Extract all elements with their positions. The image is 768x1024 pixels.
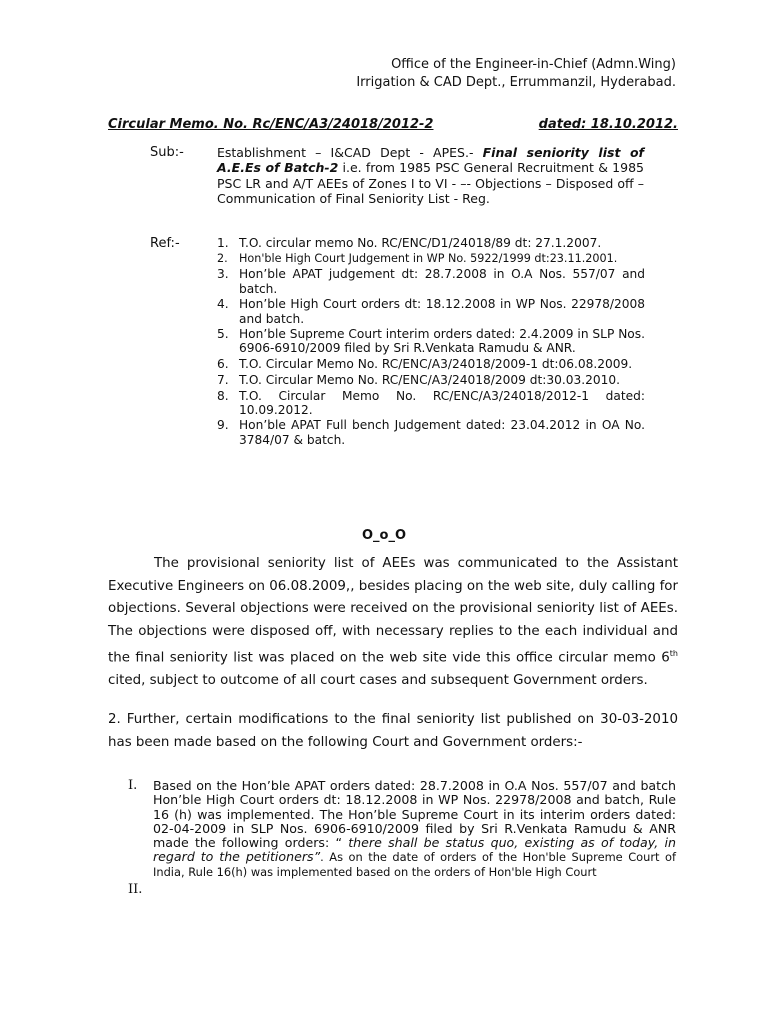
reference-item: 5. Hon’ble Supreme Court interim orders dated: 2.4.2009 in SLP Nos. 6906-6910/2009 filed by Sri R.Venkata Ramudu & ANR. [217,327,645,356]
orders-list [128,778,676,898]
reference-item: 8. T.O. Circular Memo No. RC/ENC/A3/24018/2012-1 dated: 10.09.2012. [217,388,645,417]
office-header [356,56,676,92]
order-number: I. [128,778,138,793]
reference-item: 2. Hon'ble High Court Judgement in WP No. 5922/1999 dt:23.11.2001. [217,251,618,265]
reference-item: 1. T.O. circular memo No. RC/ENC/D1/24018/89 dt: 27.1.2007. [217,236,602,250]
order-number: II. [128,882,143,898]
office-address: Irrigation & CAD Dept., Errummanzil, Hyderabad. [356,75,676,90]
subject-rest: i.e. from 1985 PSC General Recruitment & 1985 PSC LR and A/T AEEs of Zones I to VI - –- Objections – Disposed off – Communication of Final Seniority List - Reg. [217,160,644,206]
paragraph-2: 2. Further, certain modifications to the final seniority list published on 30-03-2010 has been made based on the following Court and Government orders:- [108,712,678,750]
reference-item: 7. T.O. Circular Memo No. RC/ENC/A3/24018/2009 dt:30.03.2010. [217,372,620,387]
reference-item: 4. Hon’ble High Court orders dt: 18.12.2008 in WP Nos. 22978/2008 and batch. [217,297,645,326]
reference-item: 6. T.O. Circular Memo No. RC/ENC/A3/24018/2009-1 dt:06.08.2009. [217,357,633,372]
superscript-th: th [669,649,678,658]
subject-text [217,145,644,206]
section-separator: O_o_O [361,528,407,543]
reference-item: 3. Hon’ble APAT judgement dt: 28.7.2008 in O.A Nos. 557/07 and batch. [217,267,645,296]
reference-label: Ref:- [150,236,180,251]
memo-reference-line [108,117,678,132]
memo-number: Circular Memo. No. Rc/ENC/A3/24018/2012-2 [108,117,434,132]
office-name: Office of the Engineer-in-Chief (Admn.Wing) [391,57,676,72]
subject-lead: Establishment – I&CAD Dept - APES.- [217,145,483,160]
subject-label: Sub:- [150,145,184,160]
paragraph-1: The provisional seniority list of AEEs was communicated to the Assistant Executive Engineers on 06.08.2009,, besides placing on the web site, duly calling for objections. Several objections were received on the provisional seniority list of AEEs. The objections were disposed off, with necessary replies to the each individual and the final seniority list was placed on the web site vide this office circular memo 6th cited, subject to outcome of all court cases and subsequent Government orders. [108,556,678,688]
order-item: I. Based on the Hon’ble APAT orders dated: 28.7.2008 in O.A Nos. 557/07 and batch Hon’ble High Court orders dt: 18.12.2008 in WP Nos. 22978/2008 and batch, Rule 16 (h) was implemented. The Hon’ble Supreme Court in its interim orders dated: 02-04-2009 in SLP Nos. 6906-6910/2009 filed by Sri R.Venkata Ramudu & ANR made the following orders: “ there shall be status quo, existing as of today, in regard to the petitioners”. As on the date of orders of the Hon'ble Supreme Court of India, Rule 16(h) was implemented based on the orders of Hon'ble High Court [128,778,676,879]
reference-item: 9. Hon’ble APAT Full bench Judgement dated: 23.04.2012 in OA No. 3784/07 & batch. [217,418,645,447]
order-quote: there shall be status quo, existing as of today, in regard to the petitioners” [153,835,676,865]
reference-list [215,236,645,448]
memo-date: dated: 18.10.2012. [538,117,678,132]
subject-highlight: Final seniority list of A.E.Es of Batch-2 [217,145,644,176]
